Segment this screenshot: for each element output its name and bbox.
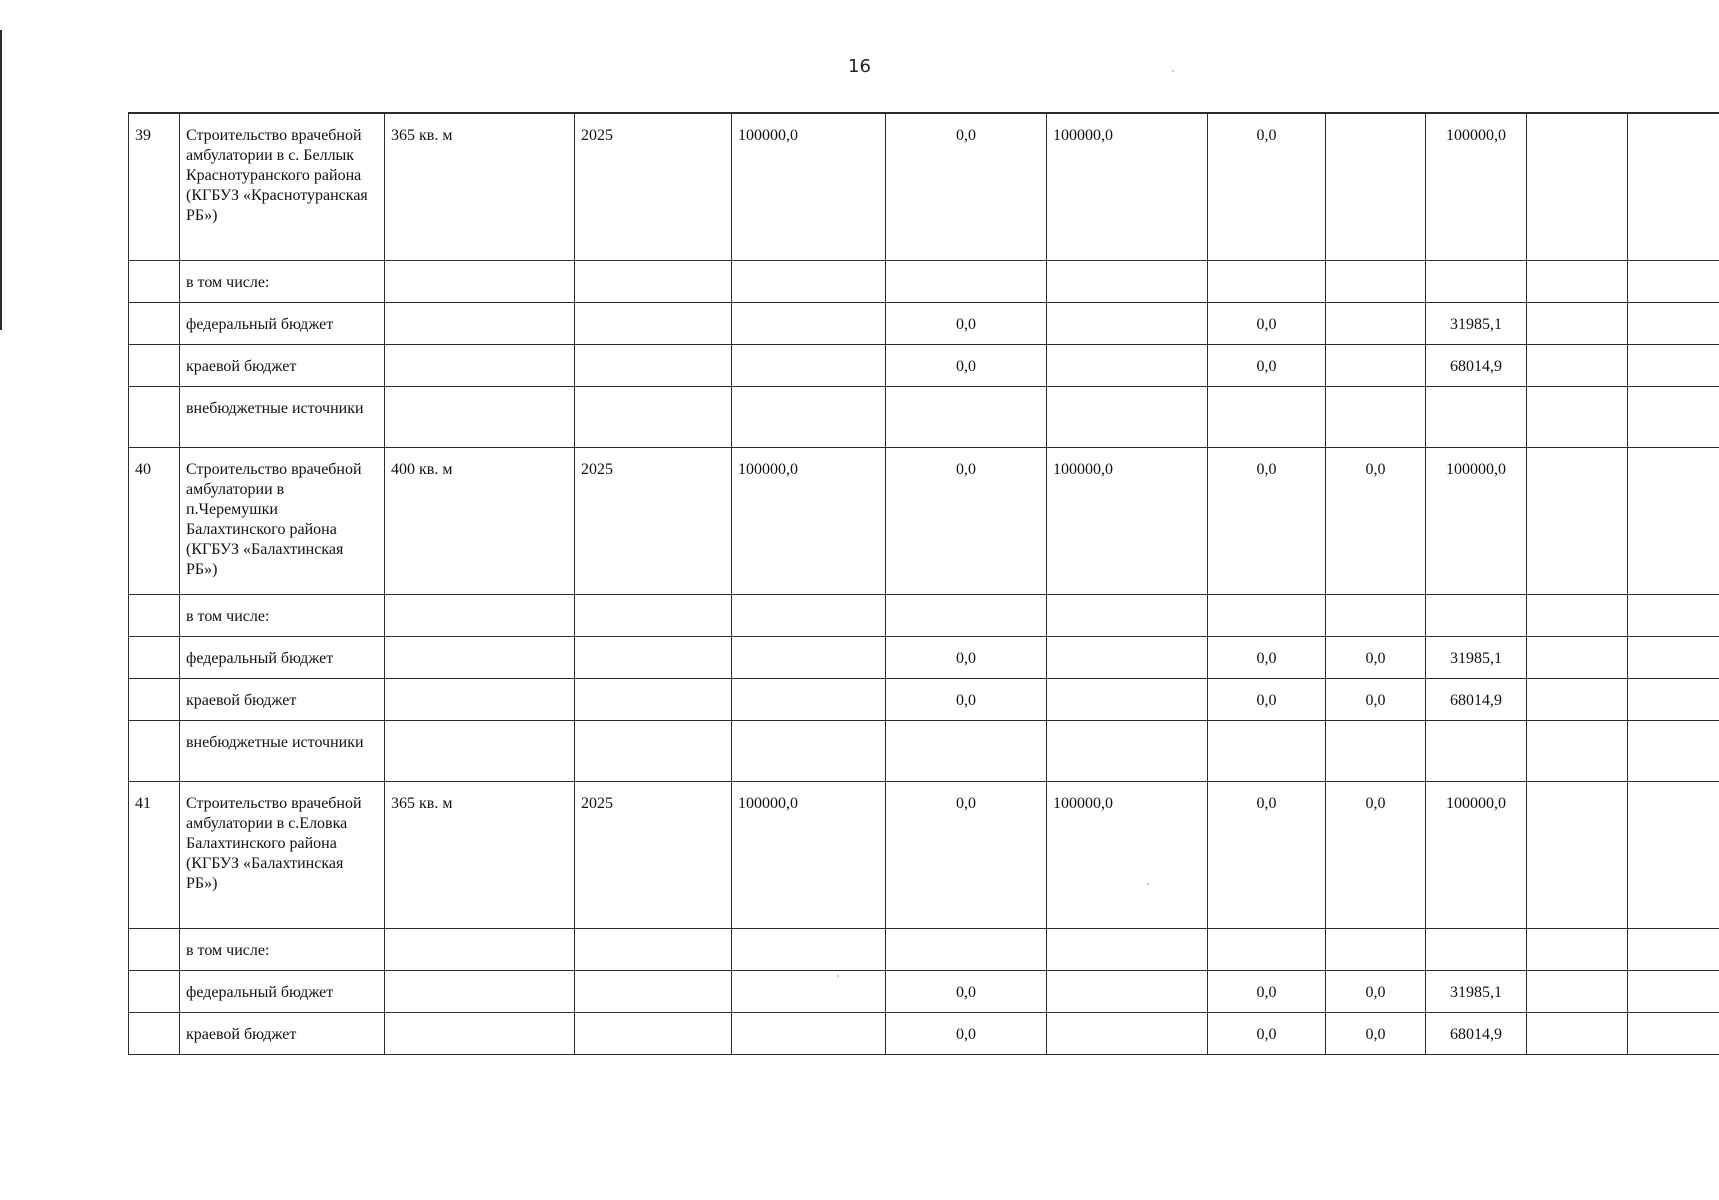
- cell-year: 2025: [575, 113, 732, 261]
- cell-value-10: [1527, 782, 1628, 929]
- cell-name: Строительство врачебной амбулатории в с. Беллык Краснотуранского района (КГБУЗ «Краснотуранская РБ»): [180, 113, 385, 261]
- cell-capacity: [385, 721, 575, 782]
- cell-value-11: [1628, 387, 1719, 448]
- cell-value-6: [1047, 679, 1208, 721]
- cell-value-9: 31985,1: [1426, 637, 1527, 679]
- cell-year: [575, 929, 732, 971]
- cell-value-7: 0,0: [1208, 782, 1326, 929]
- cell-value-6: 100000,0: [1047, 113, 1208, 261]
- cell-value-7: 0,0: [1208, 1013, 1326, 1055]
- table-row: [129, 261, 1719, 303]
- cell-value-9: 31985,1: [1426, 303, 1527, 345]
- cell-estimated-cost: [732, 387, 886, 448]
- cell-value-10: [1527, 971, 1628, 1013]
- cell-value-9: [1426, 595, 1527, 637]
- cell-capacity: [385, 595, 575, 637]
- table-row: [129, 387, 1719, 448]
- cell-capacity: 400 кв. м: [385, 448, 575, 595]
- cell-value-5: 0,0: [886, 303, 1047, 345]
- cell-value-10: [1527, 1013, 1628, 1055]
- cell-capacity: [385, 303, 575, 345]
- budget-table: [128, 112, 1719, 1055]
- cell-capacity: [385, 261, 575, 303]
- cell-value-6: [1047, 303, 1208, 345]
- cell-value-5: 0,0: [886, 782, 1047, 929]
- table-body: [129, 113, 1719, 1055]
- table-row: [129, 679, 1719, 721]
- cell-capacity: 365 кв. м: [385, 113, 575, 261]
- cell-value-8: [1326, 303, 1426, 345]
- cell-item-number: [129, 1013, 180, 1055]
- table-row: [129, 971, 1719, 1013]
- cell-value-5: [886, 387, 1047, 448]
- cell-value-6: [1047, 971, 1208, 1013]
- cell-value-9: 68014,9: [1426, 345, 1527, 387]
- cell-year: [575, 1013, 732, 1055]
- cell-value-7: [1208, 721, 1326, 782]
- cell-year: [575, 387, 732, 448]
- cell-item-number: [129, 929, 180, 971]
- cell-value-5: 0,0: [886, 448, 1047, 595]
- cell-value-7: 0,0: [1208, 637, 1326, 679]
- cell-value-8: 0,0: [1326, 1013, 1426, 1055]
- cell-value-5: [886, 721, 1047, 782]
- cell-value-8: 0,0: [1326, 448, 1426, 595]
- cell-year: [575, 721, 732, 782]
- cell-year: [575, 595, 732, 637]
- cell-estimated-cost: [732, 929, 886, 971]
- cell-value-6: [1047, 387, 1208, 448]
- cell-capacity: [385, 679, 575, 721]
- cell-value-10: [1527, 637, 1628, 679]
- cell-value-7: [1208, 387, 1326, 448]
- cell-value-6: [1047, 1013, 1208, 1055]
- cell-value-5: 0,0: [886, 971, 1047, 1013]
- cell-value-10: [1527, 448, 1628, 595]
- cell-value-6: 100000,0: [1047, 782, 1208, 929]
- cell-estimated-cost: [732, 345, 886, 387]
- cell-name: в том числе:: [180, 261, 385, 303]
- cell-value-8: 0,0: [1326, 782, 1426, 929]
- cell-value-11: [1628, 261, 1719, 303]
- cell-value-7: 0,0: [1208, 971, 1326, 1013]
- cell-value-5: [886, 929, 1047, 971]
- cell-value-10: [1527, 595, 1628, 637]
- cell-value-8: [1326, 261, 1426, 303]
- cell-value-11: [1628, 303, 1719, 345]
- cell-value-6: [1047, 261, 1208, 303]
- cell-value-9: 100000,0: [1426, 113, 1527, 261]
- cell-item-number: 39: [129, 113, 180, 261]
- cell-value-8: [1326, 929, 1426, 971]
- cell-value-6: 100000,0: [1047, 448, 1208, 595]
- cell-value-9: [1426, 387, 1527, 448]
- cell-value-7: 0,0: [1208, 113, 1326, 261]
- cell-value-9: 68014,9: [1426, 679, 1527, 721]
- cell-value-7: 0,0: [1208, 679, 1326, 721]
- table-row: [129, 929, 1719, 971]
- cell-name: федеральный бюджет: [180, 637, 385, 679]
- cell-value-6: [1047, 595, 1208, 637]
- cell-estimated-cost: [732, 679, 886, 721]
- scan-speck: [1172, 70, 1174, 72]
- cell-name: внебюджетные источники: [180, 387, 385, 448]
- cell-item-number: 41: [129, 782, 180, 929]
- cell-value-5: [886, 261, 1047, 303]
- cell-value-8: 0,0: [1326, 971, 1426, 1013]
- cell-value-10: [1527, 113, 1628, 261]
- cell-estimated-cost: [732, 1013, 886, 1055]
- cell-value-6: [1047, 721, 1208, 782]
- cell-value-5: 0,0: [886, 345, 1047, 387]
- cell-name: краевой бюджет: [180, 1013, 385, 1055]
- cell-value-7: [1208, 929, 1326, 971]
- table-row: [129, 303, 1719, 345]
- cell-value-9: 31985,1: [1426, 971, 1527, 1013]
- cell-capacity: [385, 971, 575, 1013]
- cell-value-7: 0,0: [1208, 345, 1326, 387]
- cell-value-9: 100000,0: [1426, 782, 1527, 929]
- cell-item-number: [129, 303, 180, 345]
- cell-value-11: [1628, 971, 1719, 1013]
- cell-value-5: 0,0: [886, 679, 1047, 721]
- cell-item-number: [129, 261, 180, 303]
- table-row: [129, 1013, 1719, 1055]
- cell-year: [575, 303, 732, 345]
- cell-value-10: [1527, 261, 1628, 303]
- cell-value-8: 0,0: [1326, 679, 1426, 721]
- cell-name: краевой бюджет: [180, 679, 385, 721]
- cell-item-number: [129, 721, 180, 782]
- cell-name: Строительство врачебной амбулатории в п.Черемушки Балахтинского района (КГБУЗ «Балахтинская РБ»): [180, 448, 385, 595]
- cell-item-number: [129, 679, 180, 721]
- cell-value-7: 0,0: [1208, 448, 1326, 595]
- cell-value-7: [1208, 595, 1326, 637]
- page-number: 16: [848, 56, 871, 77]
- table-row: [129, 448, 1719, 595]
- cell-estimated-cost: [732, 637, 886, 679]
- cell-year: 2025: [575, 448, 732, 595]
- cell-name: внебюджетные источники: [180, 721, 385, 782]
- cell-item-number: [129, 971, 180, 1013]
- cell-capacity: [385, 1013, 575, 1055]
- cell-value-10: [1527, 387, 1628, 448]
- cell-capacity: [385, 345, 575, 387]
- cell-value-10: [1527, 721, 1628, 782]
- cell-item-number: [129, 387, 180, 448]
- cell-name: в том числе:: [180, 595, 385, 637]
- cell-value-5: [886, 595, 1047, 637]
- cell-estimated-cost: 100000,0: [732, 113, 886, 261]
- cell-value-11: [1628, 448, 1719, 595]
- cell-value-10: [1527, 345, 1628, 387]
- cell-value-7: 0,0: [1208, 303, 1326, 345]
- cell-value-11: [1628, 679, 1719, 721]
- cell-name: Строительство врачебной амбулатории в с.Еловка Балахтинского района (КГБУЗ «Балахтинская РБ»): [180, 782, 385, 929]
- cell-item-number: 40: [129, 448, 180, 595]
- cell-value-6: [1047, 637, 1208, 679]
- cell-estimated-cost: [732, 303, 886, 345]
- cell-name: федеральный бюджет: [180, 971, 385, 1013]
- cell-value-11: [1628, 721, 1719, 782]
- table-row: [129, 637, 1719, 679]
- cell-estimated-cost: [732, 971, 886, 1013]
- cell-value-9: [1426, 929, 1527, 971]
- cell-value-8: 0,0: [1326, 637, 1426, 679]
- cell-value-5: 0,0: [886, 637, 1047, 679]
- cell-value-10: [1527, 679, 1628, 721]
- cell-value-11: [1628, 782, 1719, 929]
- cell-value-9: 100000,0: [1426, 448, 1527, 595]
- cell-item-number: [129, 345, 180, 387]
- cell-name: в том числе:: [180, 929, 385, 971]
- cell-value-9: 68014,9: [1426, 1013, 1527, 1055]
- cell-value-11: [1628, 345, 1719, 387]
- cell-estimated-cost: [732, 261, 886, 303]
- cell-name: краевой бюджет: [180, 345, 385, 387]
- table-row: [129, 782, 1719, 929]
- table-row: [129, 345, 1719, 387]
- cell-value-8: [1326, 595, 1426, 637]
- table-row: [129, 595, 1719, 637]
- cell-value-5: 0,0: [886, 1013, 1047, 1055]
- cell-value-8: [1326, 113, 1426, 261]
- cell-year: [575, 261, 732, 303]
- cell-value-11: [1628, 113, 1719, 261]
- cell-name: федеральный бюджет: [180, 303, 385, 345]
- table-row: [129, 721, 1719, 782]
- cell-value-11: [1628, 929, 1719, 971]
- cell-estimated-cost: [732, 721, 886, 782]
- cell-value-8: [1326, 721, 1426, 782]
- table-row: [129, 113, 1719, 261]
- cell-value-8: [1326, 387, 1426, 448]
- cell-value-10: [1527, 929, 1628, 971]
- cell-value-9: [1426, 261, 1527, 303]
- cell-year: [575, 971, 732, 1013]
- cell-year: [575, 345, 732, 387]
- cell-value-9: [1426, 721, 1527, 782]
- cell-capacity: [385, 387, 575, 448]
- cell-capacity: 365 кв. м: [385, 782, 575, 929]
- cell-estimated-cost: 100000,0: [732, 782, 886, 929]
- cell-value-11: [1628, 595, 1719, 637]
- cell-value-5: 0,0: [886, 113, 1047, 261]
- cell-year: [575, 637, 732, 679]
- cell-year: [575, 679, 732, 721]
- cell-item-number: [129, 595, 180, 637]
- cell-value-7: [1208, 261, 1326, 303]
- cell-capacity: [385, 637, 575, 679]
- cell-value-10: [1527, 303, 1628, 345]
- cell-value-6: [1047, 929, 1208, 971]
- cell-item-number: [129, 637, 180, 679]
- cell-value-8: [1326, 345, 1426, 387]
- cell-value-11: [1628, 1013, 1719, 1055]
- cell-estimated-cost: [732, 595, 886, 637]
- cell-estimated-cost: 100000,0: [732, 448, 886, 595]
- cell-year: 2025: [575, 782, 732, 929]
- cell-value-11: [1628, 637, 1719, 679]
- cell-value-6: [1047, 345, 1208, 387]
- cell-capacity: [385, 929, 575, 971]
